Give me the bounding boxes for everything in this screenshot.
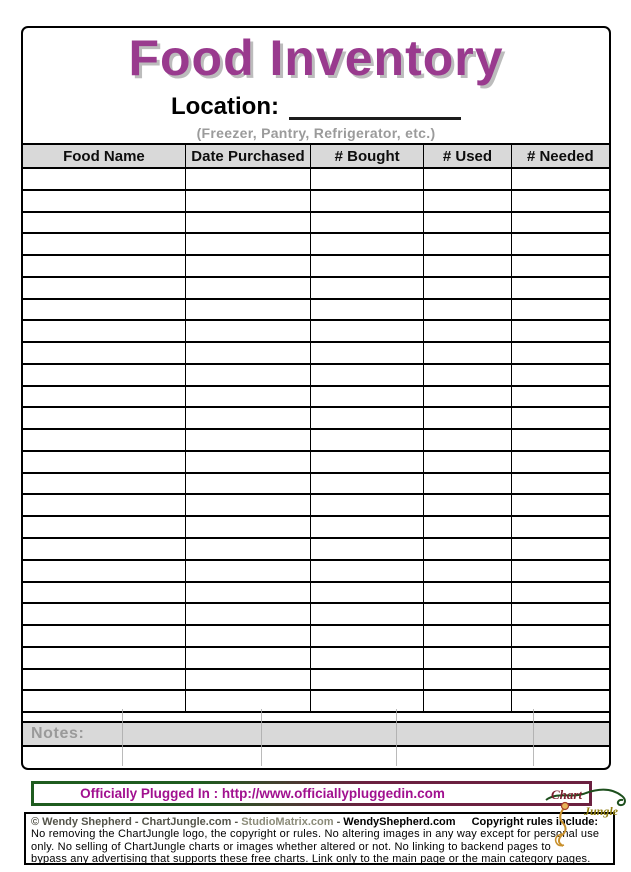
table-cell[interactable]: [185, 670, 310, 690]
table-cell[interactable]: [185, 561, 310, 581]
table-cell[interactable]: [511, 626, 609, 646]
table-cell[interactable]: [423, 408, 510, 428]
copyright-owner: © Wendy Shepherd - ChartJungle.com: [31, 816, 232, 828]
table-row: [23, 452, 609, 474]
table-cell[interactable]: [23, 213, 185, 233]
table-cell[interactable]: [185, 495, 310, 515]
table-cell[interactable]: [23, 430, 185, 450]
column-header-food-name: Food Name: [63, 147, 145, 165]
table-cell[interactable]: [310, 670, 423, 690]
table-cell[interactable]: [310, 365, 423, 385]
table-cell[interactable]: [511, 365, 609, 385]
wendyshepherd-text: WendyShepherd.com: [343, 816, 456, 828]
table-cell[interactable]: [23, 169, 185, 189]
table-cell[interactable]: [423, 213, 510, 233]
table-cell[interactable]: [185, 191, 310, 211]
table-cell[interactable]: [423, 495, 510, 515]
table-cell[interactable]: [23, 191, 185, 211]
notes-label: Notes:: [31, 725, 85, 742]
table-cell[interactable]: [185, 300, 310, 320]
table-cell[interactable]: [511, 452, 609, 472]
chartjungle-logo: [544, 784, 630, 848]
table-cell[interactable]: [185, 517, 310, 537]
table-cell[interactable]: [423, 626, 510, 646]
table-cell[interactable]: [423, 583, 510, 603]
table-row: [23, 321, 609, 343]
table-cell[interactable]: [423, 452, 510, 472]
inventory-table-body: [23, 169, 609, 713]
table-cell[interactable]: [185, 365, 310, 385]
table-cell[interactable]: [511, 561, 609, 581]
table-cell[interactable]: [310, 474, 423, 494]
table-cell[interactable]: [23, 278, 185, 298]
location-input[interactable]: [289, 93, 461, 120]
table-header-row: [23, 145, 609, 169]
table-cell[interactable]: [185, 321, 310, 341]
notes-divider: [396, 709, 397, 766]
table-cell[interactable]: [23, 321, 185, 341]
table-cell[interactable]: [423, 321, 510, 341]
table-cell[interactable]: [310, 300, 423, 320]
table-row: [23, 343, 609, 365]
table-cell[interactable]: [511, 517, 609, 537]
form-sheet: [21, 26, 611, 770]
table-cell[interactable]: [511, 300, 609, 320]
table-cell[interactable]: [511, 387, 609, 407]
copyright-line-3: only. No selling of ChartJungle charts or images whether altered or not. No linking to backend pages to: [31, 840, 551, 853]
table-cell[interactable]: [511, 583, 609, 603]
notes-spacer-row: [23, 713, 609, 723]
table-cell[interactable]: [511, 670, 609, 690]
table-cell[interactable]: [23, 648, 185, 668]
table-cell[interactable]: [511, 539, 609, 559]
table-cell[interactable]: [423, 256, 510, 276]
table-cell[interactable]: [310, 626, 423, 646]
table-cell[interactable]: [511, 191, 609, 211]
table-row: [23, 583, 609, 605]
table-cell[interactable]: [185, 256, 310, 276]
table-cell[interactable]: [23, 474, 185, 494]
table-cell[interactable]: [423, 300, 510, 320]
column-header-bought: # Bought: [310, 145, 423, 167]
table-cell[interactable]: [23, 387, 185, 407]
table-cell[interactable]: [511, 430, 609, 450]
table-cell[interactable]: [23, 539, 185, 559]
table-cell[interactable]: [511, 213, 609, 233]
table-cell[interactable]: [185, 648, 310, 668]
table-cell[interactable]: [23, 300, 185, 320]
table-cell[interactable]: [185, 343, 310, 363]
table-cell[interactable]: [23, 365, 185, 385]
table-cell[interactable]: [310, 169, 423, 189]
table-cell[interactable]: [511, 604, 609, 624]
table-cell[interactable]: [310, 430, 423, 450]
table-cell[interactable]: [185, 430, 310, 450]
table-cell[interactable]: [423, 539, 510, 559]
column-header-date-purchased: Date Purchased: [185, 145, 310, 167]
table-cell[interactable]: [511, 408, 609, 428]
table-cell[interactable]: [310, 495, 423, 515]
page-title: Food Inventory: [128, 30, 504, 86]
table-cell[interactable]: [423, 343, 510, 363]
monkey-icon: [559, 808, 566, 846]
copyright-line-2: No removing the ChartJungle logo, the copyright or rules. No altering images in any way except for personal use: [31, 828, 600, 841]
table-cell[interactable]: [511, 256, 609, 276]
table-cell[interactable]: [185, 213, 310, 233]
table-cell[interactable]: [423, 387, 510, 407]
location-hint: (Freezer, Pantry, Refrigerator, etc.): [196, 125, 436, 141]
table-cell[interactable]: [185, 539, 310, 559]
table-cell[interactable]: [23, 234, 185, 254]
table-cell[interactable]: [185, 408, 310, 428]
table-cell[interactable]: [23, 343, 185, 363]
table-cell[interactable]: [23, 626, 185, 646]
table-cell[interactable]: [185, 691, 310, 711]
table-cell[interactable]: [310, 191, 423, 211]
table-row: [23, 648, 609, 670]
table-cell[interactable]: [310, 691, 423, 711]
table-row: [23, 430, 609, 452]
officially-plugged-in-box: [31, 781, 592, 806]
table-cell[interactable]: [185, 604, 310, 624]
table-cell[interactable]: [185, 278, 310, 298]
table-row: [23, 300, 609, 322]
table-cell[interactable]: [423, 474, 510, 494]
table-cell[interactable]: [310, 387, 423, 407]
copyright-box: [24, 812, 615, 865]
table-cell[interactable]: [185, 234, 310, 254]
studiomatrix-text: StudioMatrix.com: [241, 816, 334, 828]
table-cell[interactable]: [310, 517, 423, 537]
copyright-rules-intro: Copyright rules include:: [471, 816, 599, 828]
table-cell[interactable]: [23, 561, 185, 581]
table-cell[interactable]: [310, 561, 423, 581]
table-cell[interactable]: [23, 408, 185, 428]
table-cell[interactable]: [185, 583, 310, 603]
table-cell[interactable]: [23, 256, 185, 276]
separator: -: [231, 816, 242, 828]
table-cell[interactable]: [23, 495, 185, 515]
table-cell[interactable]: [511, 474, 609, 494]
table-cell[interactable]: [310, 343, 423, 363]
table-row: [23, 474, 609, 496]
table-cell[interactable]: [511, 343, 609, 363]
notes-divider: [122, 709, 123, 766]
table-cell[interactable]: [423, 517, 510, 537]
table-row: [23, 234, 609, 256]
table-cell[interactable]: [423, 691, 510, 711]
table-cell[interactable]: [310, 583, 423, 603]
table-cell[interactable]: [23, 452, 185, 472]
table-cell[interactable]: [310, 256, 423, 276]
table-row: [23, 256, 609, 278]
table-cell[interactable]: [185, 474, 310, 494]
table-cell[interactable]: [185, 169, 310, 189]
table-cell[interactable]: [423, 561, 510, 581]
table-cell[interactable]: [423, 278, 510, 298]
table-cell[interactable]: [23, 583, 185, 603]
table-cell[interactable]: [423, 365, 510, 385]
table-row: [23, 387, 609, 409]
table-cell[interactable]: [185, 626, 310, 646]
copyright-line-1: [31, 816, 610, 828]
table-cell[interactable]: [423, 234, 510, 254]
table-row: [23, 517, 609, 539]
table-cell[interactable]: [310, 539, 423, 559]
table-row: [23, 408, 609, 430]
table-cell[interactable]: [310, 648, 423, 668]
table-cell[interactable]: [511, 278, 609, 298]
table-row: [23, 670, 609, 692]
table-row: [23, 278, 609, 300]
table-row: [23, 169, 609, 191]
table-row: [23, 495, 609, 517]
table-cell[interactable]: [310, 452, 423, 472]
table-cell[interactable]: [23, 691, 185, 711]
location-row: [23, 91, 609, 120]
officially-plugged-in-text: Officially Plugged In : http://www.officiallypluggedin.com: [80, 786, 445, 801]
table-row: [23, 213, 609, 235]
table-cell[interactable]: [310, 278, 423, 298]
table-cell[interactable]: [310, 408, 423, 428]
notes-input-area[interactable]: [23, 747, 609, 768]
table-cell[interactable]: [310, 604, 423, 624]
location-label: Location:: [171, 93, 279, 120]
table-row: [23, 604, 609, 626]
table-cell[interactable]: [310, 321, 423, 341]
column-header-needed: # Needed: [511, 145, 609, 167]
table-cell[interactable]: [511, 691, 609, 711]
logo-word-jungle: Jungle: [584, 804, 619, 818]
table-row: [23, 365, 609, 387]
table-cell[interactable]: [511, 234, 609, 254]
table-cell[interactable]: [23, 670, 185, 690]
table-row: [23, 191, 609, 213]
table-cell[interactable]: [310, 213, 423, 233]
copyright-line-4: bypass any advertising that supports these free charts. Link only to the main page or the main category pages.: [31, 852, 591, 865]
notes-divider: [533, 709, 534, 766]
notes-banner: [23, 723, 609, 747]
table-row: [23, 561, 609, 583]
table-cell[interactable]: [310, 234, 423, 254]
table-cell[interactable]: [185, 452, 310, 472]
table-cell[interactable]: [423, 430, 510, 450]
table-cell[interactable]: [511, 495, 609, 515]
table-row: [23, 626, 609, 648]
table-cell[interactable]: [423, 191, 510, 211]
table-cell[interactable]: [423, 169, 510, 189]
table-cell[interactable]: [511, 648, 609, 668]
table-cell[interactable]: [23, 517, 185, 537]
column-header-used: # Used: [423, 145, 510, 167]
separator: -: [333, 816, 344, 828]
table-cell[interactable]: [423, 670, 510, 690]
logo-word-chart: Chart: [551, 787, 583, 802]
table-row: [23, 539, 609, 561]
inventory-table: [23, 143, 609, 768]
table-cell[interactable]: [185, 387, 310, 407]
table-cell[interactable]: [423, 648, 510, 668]
table-cell[interactable]: [511, 321, 609, 341]
table-cell[interactable]: [511, 169, 609, 189]
monkey-head-icon: [562, 803, 569, 810]
table-cell[interactable]: [23, 604, 185, 624]
notes-divider: [261, 709, 262, 766]
table-row: [23, 691, 609, 713]
table-cell[interactable]: [423, 604, 510, 624]
